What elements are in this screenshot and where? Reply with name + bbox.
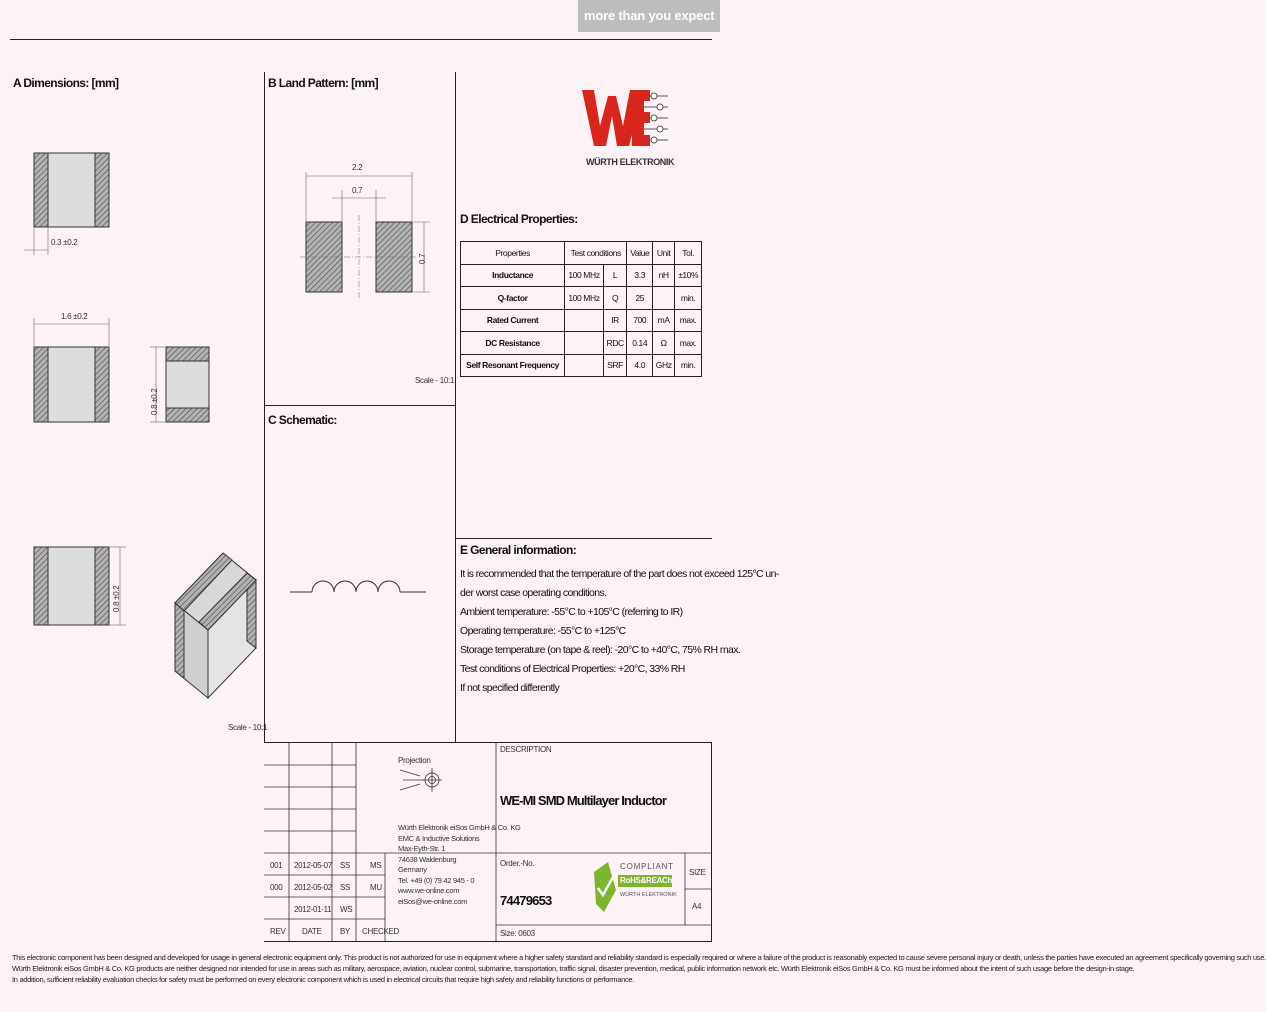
cell-symbol: L [603, 264, 627, 287]
header-test-conditions: Test conditions [565, 242, 627, 265]
header-tol: Tol. [675, 242, 702, 265]
company-line: Max-Eyth-Str. 1 [398, 844, 446, 853]
dim-0.7-vertical: 0.7 [418, 253, 427, 264]
cell-property: Q-factor [461, 287, 565, 310]
header-value: Value [627, 242, 653, 265]
date-cell: 2012-05-07 [294, 861, 332, 870]
general-info [460, 565, 779, 698]
dim-2.2: 2.2 [352, 163, 363, 172]
scale-a: Scale - 10:1 [228, 723, 268, 732]
slogan: more than you expect [584, 8, 715, 23]
order-code-label: Order.-No. [500, 859, 535, 868]
section-b-title: B Land Pattern: [mm] [268, 76, 379, 90]
inductor-schematic [290, 581, 426, 592]
checked-cell: MS [370, 861, 382, 870]
disclaimer-line: This electronic component has been designed and developed for usage in general electronic equipment only. This product is not authorized for use in equipment where a higher safety standard and reliability standard is especially required or where a failure of the product is reasonably expected to cause severe personal injury or death, unless the parties have executed an agreement specifically governing such use. [12, 953, 1266, 962]
compliant-brand: WÜRTH ELEKTRONIK [620, 892, 677, 898]
rohs-label: RoHS&REACh [620, 876, 673, 885]
by-cell: SS [340, 883, 351, 892]
date-cell: 2012-05-02 [294, 883, 332, 892]
page-format: A4 [692, 902, 702, 911]
cell-condition [565, 332, 604, 355]
cell-unit: mA [653, 309, 675, 332]
cell-property: Rated Current [461, 309, 565, 332]
dim-0.3: 0.3 ±0.2 [51, 238, 78, 247]
info-line: der worst case operating conditions. [460, 587, 607, 599]
rev-cell: 001 [270, 861, 283, 870]
disclaimer-line: In addition, sufficient reliability evaluation checks for safety must be performed on every electronic component which is used in electrical circuits that require high safety and reliability functions or performance. [12, 975, 635, 984]
info-line: Operating temperature: -55°C to +125°C [460, 625, 626, 637]
cell-tol: max. [675, 332, 702, 355]
cell-symbol: Q [603, 287, 627, 310]
footer-label-by: BY [340, 927, 351, 936]
table-header-row [461, 242, 702, 265]
electrical-properties-table [460, 241, 702, 377]
cell-condition: 100 MHz [565, 264, 604, 287]
cell-unit: Ω [653, 332, 675, 355]
section-c-title: C Schematic: [268, 413, 337, 427]
company-line: eiSos@we-online.com [398, 896, 468, 906]
table-row [461, 354, 702, 377]
cell-symbol: IR [603, 309, 627, 332]
component-front-view [34, 318, 109, 422]
cell-property: Inductance [461, 264, 565, 287]
rev-cell: 000 [270, 883, 283, 892]
cell-condition: 100 MHz [565, 287, 604, 310]
cell-unit [653, 287, 675, 310]
header-properties: Properties [461, 242, 565, 265]
info-line: If not specified differently [460, 682, 560, 694]
cell-tol: ±10% [675, 264, 702, 287]
dim-0.8-side: 0.8 ±0.2 [150, 388, 159, 415]
company-line: Tel. +49 (0) 79 42 945 - 0 [398, 875, 475, 885]
dim-1.6: 1.6 ±0.2 [61, 312, 88, 321]
cell-condition [565, 354, 604, 377]
info-line: Ambient temperature: -55°C to +105°C (referring to IR) [460, 606, 683, 618]
section-e-title: E General information: [460, 543, 577, 557]
cell-value: 25 [627, 287, 653, 310]
by-cell: SS [340, 861, 351, 870]
cell-property: DC Resistance [461, 332, 565, 355]
table-row [461, 287, 702, 310]
date-cell: 2012-01-11 [294, 905, 332, 914]
cell-unit: nH [653, 264, 675, 287]
section-d-title: D Electrical Properties: [460, 212, 578, 226]
checked-cell: MU [370, 883, 382, 892]
table-row [461, 332, 702, 355]
company-line: www.we-online.com [398, 886, 460, 895]
table-row [461, 264, 702, 287]
cell-property: Self Resonant Frequency [461, 354, 565, 377]
section-a-title: A Dimensions: [mm] [13, 76, 119, 90]
size-label: SIZE [689, 868, 706, 877]
by-cell: WS [340, 905, 353, 914]
footer-label-checked: CHECKED [362, 927, 400, 936]
cell-symbol: RDC [603, 332, 627, 355]
cell-value: 4.0 [627, 354, 653, 377]
info-line: Test conditions of Electrical Properties: +20°C, 33% RH [460, 663, 685, 675]
info-line: Storage temperature (on tape & reel): -20°C to +40°C, 75% RH max. [460, 644, 741, 656]
cell-symbol: SRF [603, 354, 627, 377]
table-row [461, 309, 702, 332]
component-3d-view [175, 553, 256, 698]
description-label: DESCRIPTION [500, 745, 552, 754]
product-title: WE-MI SMD Multilayer Inductor [500, 793, 667, 808]
dim-0.7: 0.7 [352, 186, 363, 195]
info-line: It is recommended that the temperature of the part does not exceed 125°C un- [460, 568, 779, 580]
cell-unit: GHz [653, 354, 675, 377]
header-unit: Unit [653, 242, 675, 265]
cell-tol: min. [675, 354, 702, 377]
compliant-label: COMPLIANT [620, 862, 674, 871]
footer-label-date: DATE [302, 927, 322, 936]
cell-value: 700 [627, 309, 653, 332]
we-logo [582, 90, 668, 146]
projection-symbol [400, 768, 442, 792]
cell-value: 3.3 [627, 264, 653, 287]
company-line: Germany [398, 865, 427, 874]
projection-label: Projection [398, 756, 431, 765]
company-line: 74638 Waldenburg [398, 854, 457, 864]
disclaimer-line: Würth Elektronik eiSos GmbH & Co. KG products are neither designed nor intended for use in areas such as military, aerospace, aviation, nuclear control, submarine, transportation, traffic signal, disaster prevention, medical, public information network etc. Würth Elektronik eiSos GmbH & Co. KG must be informed about the intent of such usage before the design-in stage. [12, 964, 1135, 973]
brand-name: WÜRTH ELEKTRONIK [586, 157, 675, 167]
scale-b: Scale - 10:1 [415, 376, 455, 385]
order-code: 74479653 [500, 893, 552, 908]
size-code: Size: 0603 [500, 929, 535, 938]
dim-0.8-end: 0.8 ±0.2 [112, 585, 121, 612]
company-line: Würth Elektronik eiSos GmbH & Co. KG [398, 823, 521, 832]
footer-label-rev: REV [270, 927, 286, 936]
cell-value: 0.14 [627, 332, 653, 355]
cell-tol: min. [675, 287, 702, 310]
company-line: EMC & Inductive Solutions [398, 833, 480, 843]
land-pattern-drawing [300, 172, 430, 300]
cell-tol: max. [675, 309, 702, 332]
cell-condition [565, 309, 604, 332]
